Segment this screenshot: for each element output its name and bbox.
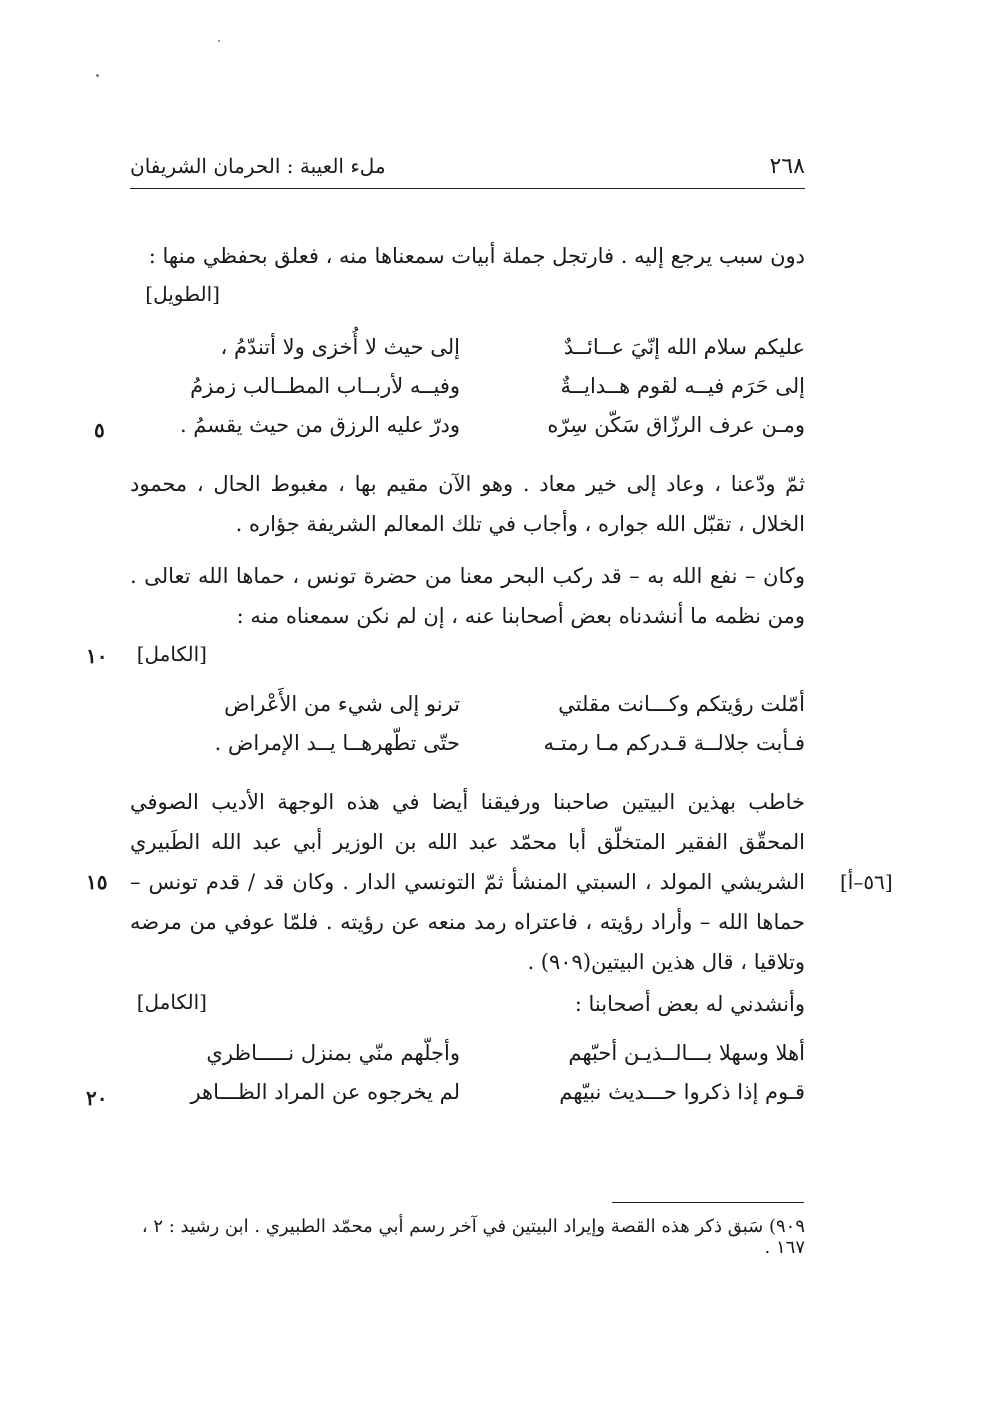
hemistich-first: أهلا وسهلا بـــالــذيـن أحبّهم — [568, 1041, 805, 1065]
paragraph-farewell: ثمّ ودّعنا ، وعاد إلى خير معاد . وهو الآن مقيم بها ، مغبوط الحال ، محمود الخلال ، تقبّل الله جواره ، وأجاب في تلك المعالم الشريفة جؤاره . — [130, 472, 805, 536]
hemistich-first: عليكم سلام الله إنّيَ عــائــدٌ — [563, 335, 805, 359]
verse-line — [130, 1041, 805, 1081]
hemistich-second: إلى حيث لا أُخزى ولا أتندّمُ ، — [220, 335, 460, 359]
line-number: ٥ — [94, 418, 105, 442]
hemistich-second: وفيــه لأربــاب المطــالب زمزمُ — [190, 374, 460, 398]
hemistich-second: ترنو إلى شيء من الأَعْراض — [224, 692, 460, 716]
paragraph-voyage: وكان – نفع الله به – قد ركب البحر معنا من حضرة تونس ، حماها الله تعالى . ومن نظمه ما أنشدناه بعض أصحابنا عنه ، إن لم نكن سمعناه منه : — [130, 564, 805, 628]
page-number: ٢٦٨ — [769, 154, 805, 179]
hemistich-first: فـأبت جلالــة قـدركم مـا رمتـه — [543, 731, 805, 755]
page-header — [130, 152, 805, 189]
hemistich-second: ودرّ عليه الرزق من حيث يقسمُ . — [179, 413, 460, 437]
meter-label-kamil: [الكامل] — [136, 990, 207, 1014]
hemistich-first: قـوم إذا ذكروا حـــديث نبيّهم — [559, 1080, 805, 1104]
paragraph-address: خاطب بهذين البيتين صاحبنا ورفيقنا أيضا في هذه الوجهة الأديب الصوفي المحقّق الفقير المتخلّق أبا محمّد عبد الله بن الوزير أبي عبد الله الطَبيري الشريشي المولد ، السبتي المنشأ ثمّ التونسي الدار . وكان قد / قدم تونس – حماها الله – وأراد رؤيته ، فاعتراه رمد منعه عن رؤيته . فلمّا عوفي من مرضه وتلاقيا ، قال هذين البيتين(٩٠٩) . — [130, 790, 805, 974]
line-number: ٢٠ — [86, 1086, 108, 1110]
verse-line — [130, 1080, 805, 1120]
hemistich-second: لم يخرجوه عن المراد الظـــاهر — [190, 1080, 460, 1104]
hemistich-second: حتّى تطّهرهــا يــد الإمراض . — [214, 731, 460, 755]
hemistich-first: إلى حَرَم فيــه لقوم هــدايــةٌ — [560, 374, 805, 398]
verse-line — [130, 731, 805, 771]
running-title: ملء العيبة : الحرمان الشريفان — [130, 154, 386, 178]
verse-line — [130, 374, 805, 414]
line-number: ١٠ — [86, 644, 108, 668]
meter-label-tawil: [الطويل] — [145, 282, 220, 306]
scan-speck — [96, 74, 99, 77]
hemistich-first: أمّلت رؤيتكم وكـــانت مقلتي — [558, 692, 805, 716]
intro-recitation: وأنشدني له بعض أصحابنا : — [574, 992, 805, 1016]
footnote-divider — [612, 1202, 804, 1203]
hemistich-second: وأجلّهم منّي بمنزل نـــــاظري — [206, 1041, 460, 1065]
paragraph-intro: دون سبب يرجع إليه . فارتجل جملة أبيات سمعناها منه ، فعلق بحفظي منها : — [148, 244, 805, 268]
line-number: ١٥ — [86, 870, 108, 894]
scan-speck — [218, 40, 220, 42]
meter-label-kamil: [الكامل] — [136, 642, 207, 666]
verse-line — [130, 413, 805, 453]
margin-folio-note: [٥٦–أ] — [840, 870, 893, 894]
hemistich-first: ومـن عرف الرزّاق سَكّن سِرّه — [547, 413, 805, 437]
footnote: ٩٠٩) سَبق ذكر هذه القصة وإيراد البيتين في آخر رسم أبي محمّد الطبيري . ابن رشيد : ٢ ، ١٦٧ . — [141, 1216, 805, 1258]
verse-line — [130, 335, 805, 375]
verse-line — [130, 692, 805, 732]
